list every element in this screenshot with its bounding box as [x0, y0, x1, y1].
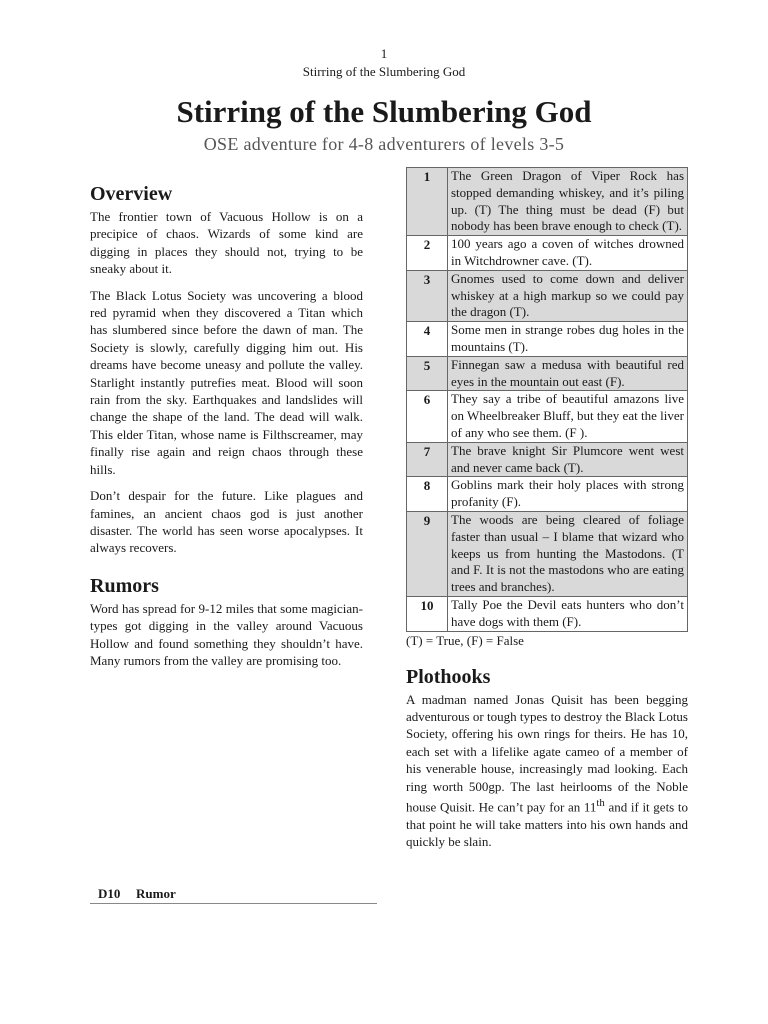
table-row — [407, 322, 688, 357]
rumor-number: 5 — [407, 356, 448, 391]
table-row — [407, 511, 688, 596]
rumor-text: The brave knight Sir Plumcore went west and never came back (T). — [448, 442, 688, 477]
rumor-text: The woods are being cleared of foliage faster than usual – I blame that wizard who keeps us from hunting the Mastodons. (T and F. It is not the mastodons who are eating trees and branches). — [448, 511, 688, 596]
rumors-paragraph: Word has spread for 9-12 miles that some magician-types got digging in the valley around Vacuous Hollow and found something they shouldn’t have. Many rumors from the valley are promising too. — [90, 600, 363, 668]
rumor-text: The Green Dragon of Viper Rock has stopped demanding whiskey, and it’s piling up. (T) The thing must be dead (F) but nobody has been brave enough to check (T). — [448, 168, 688, 236]
rumor-number: 1 — [407, 168, 448, 236]
plothooks-text: A madman named Jonas Quisit has been begging adventurous or tough types to destroy the Black Lotus Society, offering his own rings for theirs. He has 10, each set with a lifelike agate cameo of a member of his venerable house, increasingly mad looking. Each ring worth 500gp. The last heirlooms of the Noble house Quisit. He can’t pay for an 11 — [406, 691, 688, 815]
table-row — [407, 477, 688, 512]
rumor-number: 4 — [407, 322, 448, 357]
rumor-text: Gnomes used to come down and deliver whiskey at a high markup so we could pay the dragon (T). — [448, 270, 688, 321]
rumor-column-label: Rumor — [136, 886, 176, 901]
rumor-text: 100 years ago a coven of witches drowned in Witchdrowner cave. (T). — [448, 236, 688, 271]
rumor-text: Some men in strange robes dug holes in the mountains (T). — [448, 322, 688, 357]
table-row — [407, 596, 688, 631]
overview-paragraph: Don’t despair for the future. Like plagues and famines, an ancient chaos god is just another disaster. The world has seen worse apocalypses. It always recovers. — [90, 488, 363, 556]
rumor-number: 3 — [407, 270, 448, 321]
rumor-number: 10 — [407, 596, 448, 631]
rumor-number: 6 — [407, 391, 448, 442]
table-row — [407, 391, 688, 442]
document-subtitle: OSE adventure for 4-8 adventurers of levels 3-5 — [203, 134, 565, 154]
overview-paragraph: The Black Lotus Society was uncovering a blood red pyramid when they discovered a Titan which has slumbered since before the dawn of man. The Society is slowly, carefully digging him out. His dreams have become uneasy and pollute the valley. Starlight instantly putrefies meat. Blood will soon rain from the sky. Earthquakes and landslides will change the shape of the land. The dead will walk. This elder Titan, whose name is Filthscreamer, may finally rise again and reign chaos through these hills. — [90, 287, 363, 477]
plothooks-paragraph — [406, 691, 688, 851]
plothooks-text-end: and if it gets to that point he will take matters into his own hands and quickly be slain. — [406, 799, 688, 850]
document-title: Stirring of the Slumbering God — [176, 94, 592, 129]
ordinal-suffix: th — [596, 796, 605, 809]
rumors-heading: Rumors — [90, 574, 159, 597]
rumor-table-header — [90, 884, 377, 904]
table-row — [407, 168, 688, 236]
rumor-number: 7 — [407, 442, 448, 477]
rumor-number: 8 — [407, 477, 448, 512]
plothooks-heading: Plothooks — [406, 665, 491, 688]
table-key: (T) = True, (F) = False — [406, 632, 524, 648]
rumor-text: Tally Poe the Devil eats hunters who don’t have dogs with them (F). — [448, 596, 688, 631]
rumor-text: They say a tribe of beautiful amazons live on Wheelbreaker Bluff, but they eat the liver of any who see them. (F ). — [448, 391, 688, 442]
page-number: 1 — [380, 46, 388, 61]
right-column — [406, 167, 688, 860]
left-column — [90, 183, 363, 678]
rumor-text: Finnegan saw a medusa with beautiful red eyes in the mountain out east (F). — [448, 356, 688, 391]
table-row — [407, 442, 688, 477]
rumor-number: 9 — [407, 511, 448, 596]
overview-heading: Overview — [90, 183, 173, 205]
rumor-table — [406, 167, 688, 632]
rumor-text: Goblins mark their holy places with strong profanity (F). — [448, 477, 688, 512]
table-row — [407, 356, 688, 391]
running-title: Stirring of the Slumbering God — [302, 64, 466, 79]
d10-column-label: D10 — [98, 886, 121, 901]
table-row — [407, 270, 688, 321]
table-row — [407, 236, 688, 271]
overview-paragraph: The frontier town of Vacuous Hollow is on a precipice of chaos. Wizards of some kind are digging in places they should not, trying to be sneaky about it. — [90, 209, 363, 277]
rumor-number: 2 — [407, 236, 448, 271]
